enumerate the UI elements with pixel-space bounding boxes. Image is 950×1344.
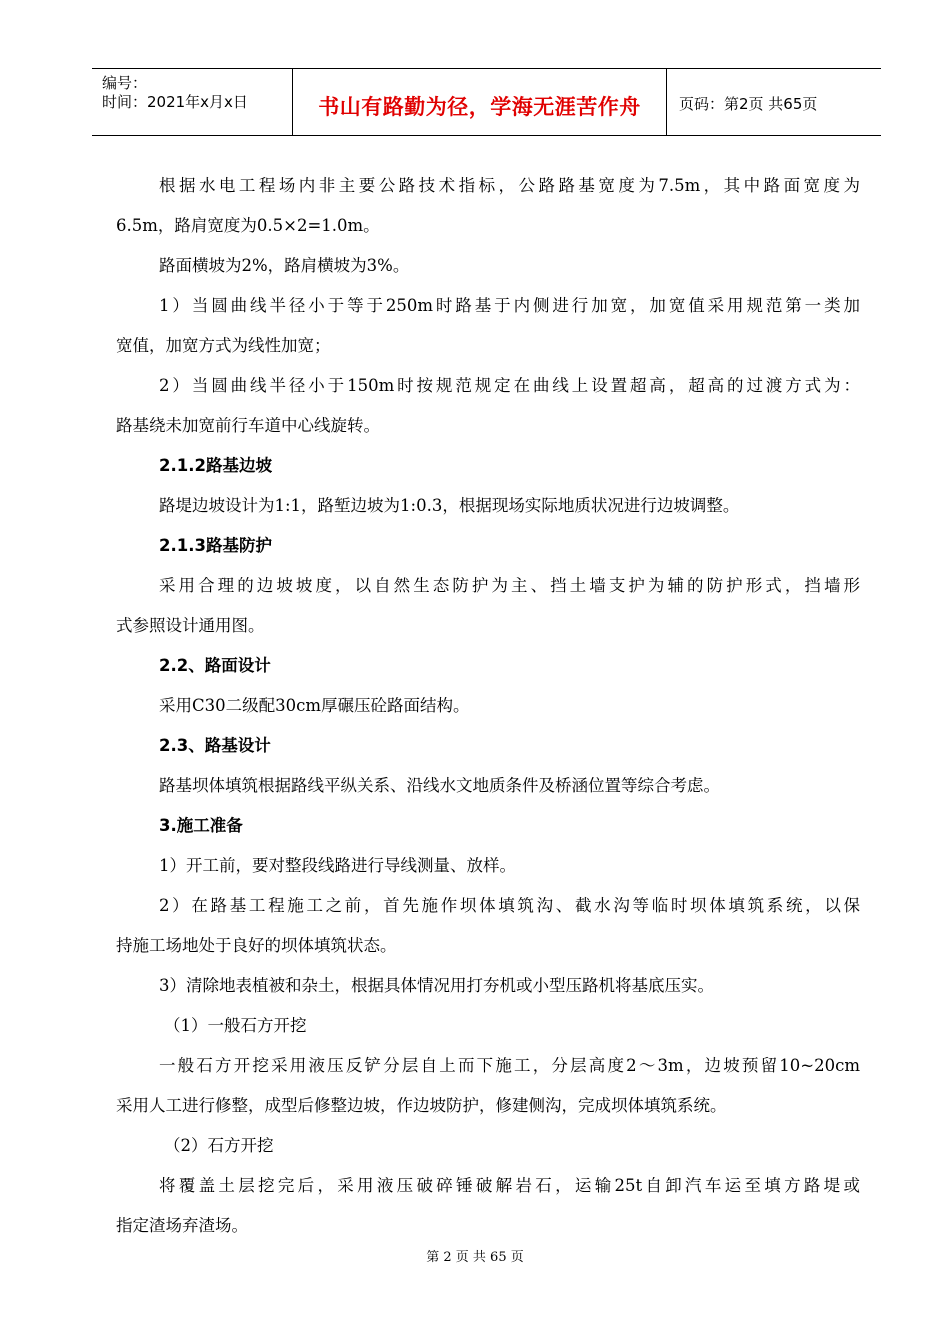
paragraph-line: 宽值，加宽方式为线性加宽； bbox=[116, 336, 331, 355]
document-header bbox=[92, 68, 881, 136]
header-page-info: 页码：第2页 共65页 bbox=[679, 95, 818, 113]
paragraph-line: 路基绕未加宽前行车道中心线旋转。 bbox=[116, 416, 380, 435]
paragraph-line: 一般石方开挖采用液压反铲分层自上而下施工，分层高度2～3m，边坡预留10~20cm bbox=[159, 1056, 860, 1075]
header-motto: 书山有路勤为径，学海无涯苦作舟 bbox=[318, 95, 641, 119]
paragraph-line: 将覆盖土层挖完后，采用液压破碎锤破解岩石，运输25t自卸汽车运至填方路堤或 bbox=[159, 1176, 860, 1195]
paragraph-line: 根据水电工程场内非主要公路技术指标，公路路基宽度为7.5m，其中路面宽度为 bbox=[159, 176, 860, 195]
paragraph-line: 采用人工进行修整，成型后修整边坡，作边坡防护，修建侧沟，完成坝体填筑系统。 bbox=[116, 1096, 727, 1115]
paragraph-line: 2）当圆曲线半径小于150m时按规范规定在曲线上设置超高，超高的过渡方式为： bbox=[159, 376, 860, 395]
header-motto-cell bbox=[293, 69, 667, 135]
paragraph-line: 指定渣场弃渣场。 bbox=[116, 1216, 248, 1235]
paragraph-line: （1）一般石方开挖 bbox=[164, 1016, 307, 1035]
paragraph-line: 持施工场地处于良好的坝体填筑状态。 bbox=[116, 936, 397, 955]
paragraph-line: 路基坝体填筑根据路线平纵关系、沿线水文地质条件及桥涵位置等综合考虑。 bbox=[159, 776, 720, 795]
header-page-cell bbox=[667, 69, 881, 135]
paragraph-line: （2）石方开挖 bbox=[164, 1136, 274, 1155]
paragraph-line: 2）在路基工程施工之前，首先施作坝体填筑沟、截水沟等临时坝体填筑系统，以保 bbox=[159, 896, 860, 915]
header-meta-cell bbox=[92, 69, 293, 135]
section-heading: 2.2、路面设计 bbox=[159, 656, 271, 675]
paragraph-line: 1）开工前，要对整段线路进行导线测量、放样。 bbox=[159, 856, 516, 875]
page-footer: 第 2 页 共 65 页 bbox=[426, 1250, 524, 1265]
paragraph-line: 采用合理的边坡坡度，以自然生态防护为主、挡土墙支护为辅的防护形式，挡墙形 bbox=[159, 576, 860, 595]
paragraph-line: 6.5m，路肩宽度为0.5×2=1.0m。 bbox=[116, 216, 380, 235]
document-date-label: 时间：2021年x月x日 bbox=[102, 93, 248, 111]
paragraph-line: 式参照设计通用图。 bbox=[116, 616, 265, 635]
paragraph-line: 路堤边坡设计为1:1，路堑边坡为1:0.3，根据现场实际地质状况进行边坡调整。 bbox=[159, 496, 740, 515]
document-number-label: 编号： bbox=[102, 74, 148, 92]
section-heading: 2.3、路基设计 bbox=[159, 736, 271, 755]
document-body bbox=[116, 166, 860, 1246]
paragraph-line: 采用C30二级配30cm厚碾压砼路面结构。 bbox=[159, 696, 470, 715]
paragraph-line: 3）清除地表植被和杂土，根据具体情况用打夯机或小型压路机将基底压实。 bbox=[159, 976, 714, 995]
section-heading: 2.1.2路基边坡 bbox=[159, 456, 272, 475]
paragraph-line: 路面横坡为2%，路肩横坡为3%。 bbox=[159, 256, 410, 275]
section-heading: 3.施工准备 bbox=[159, 816, 243, 835]
paragraph-line: 1）当圆曲线半径小于等于250m时路基于内侧进行加宽，加宽值采用规范第一类加 bbox=[159, 296, 860, 315]
section-heading: 2.1.3路基防护 bbox=[159, 536, 272, 555]
